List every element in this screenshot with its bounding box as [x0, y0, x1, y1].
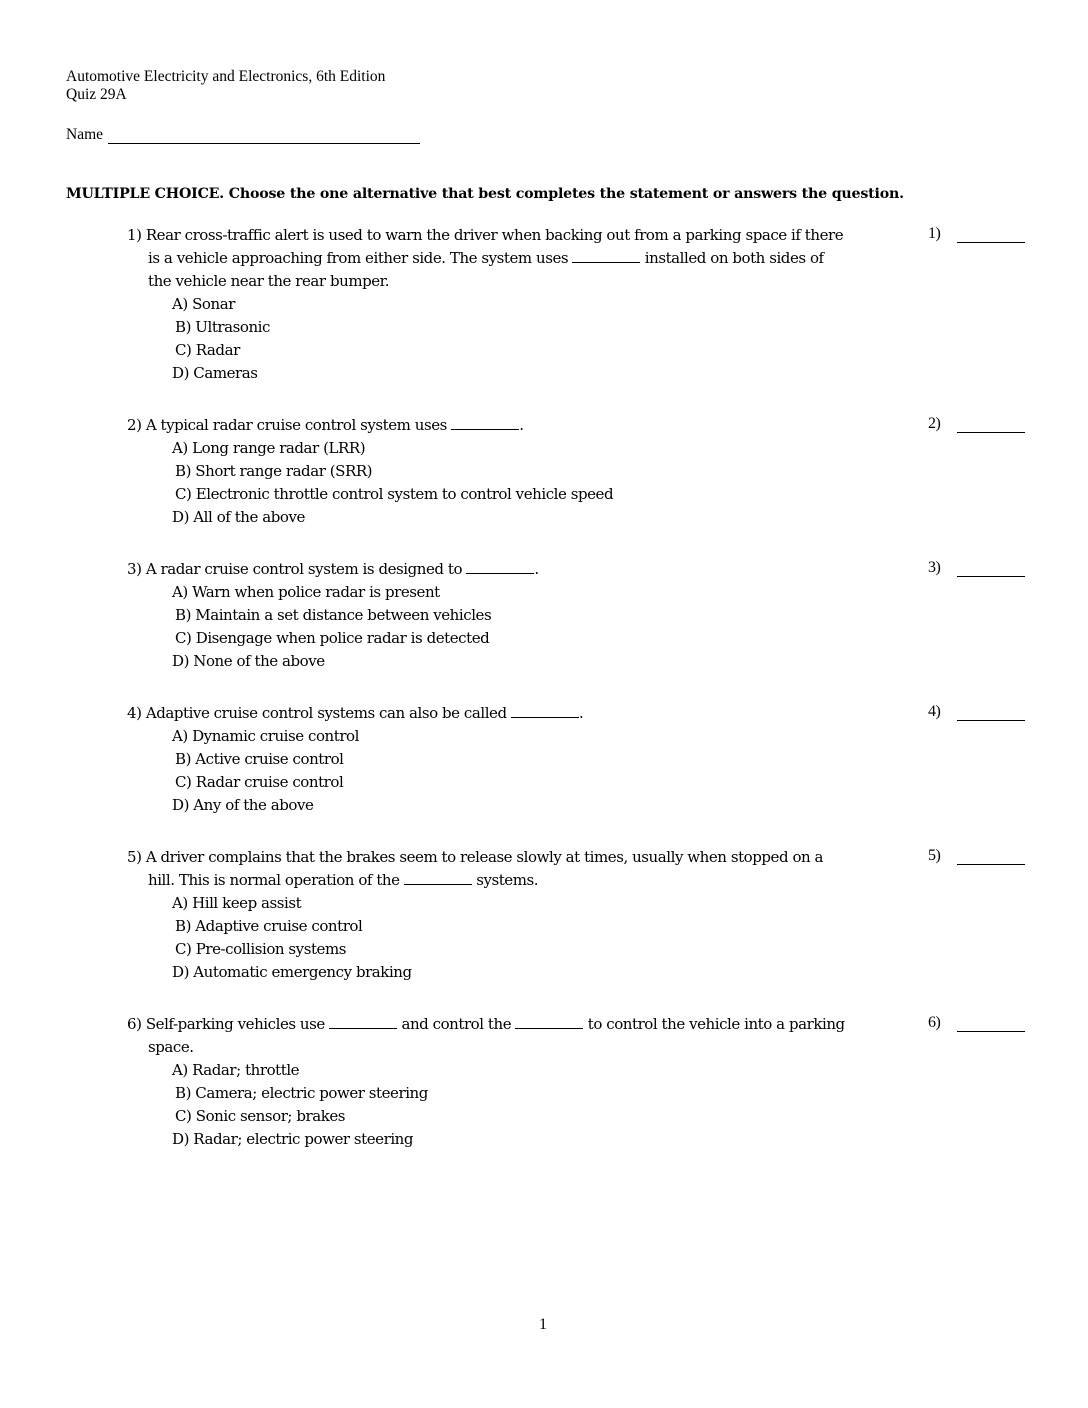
stem-line: [127, 414, 917, 437]
stem-text: 4) Adaptive cruise control systems can also be called: [127, 704, 511, 722]
fill-in-blank: [515, 1016, 583, 1029]
answer-blank[interactable]: [957, 432, 1025, 433]
stem-line: [127, 702, 917, 725]
stem-text: .: [519, 416, 524, 434]
stem-line: [127, 558, 917, 581]
stem-text: 3) A radar cruise control system is designed to: [127, 560, 467, 578]
answer-option[interactable]: D) Radar; electric power steering: [172, 1130, 414, 1148]
quiz-title: Quiz 29A: [66, 86, 127, 103]
answer-option[interactable]: A) Long range radar (LRR): [172, 439, 366, 457]
answer-number: 4): [928, 703, 941, 720]
stem-text: .: [578, 704, 584, 722]
answer-option[interactable]: D) Cameras: [172, 364, 258, 382]
stem-text: hill. This is normal operation of the: [148, 871, 404, 889]
answer-option[interactable]: B) Camera; electric power steering: [175, 1084, 428, 1102]
answer-option[interactable]: C) Pre-collision systems: [175, 940, 346, 958]
book-title: Automotive Electricity and Electronics, 6th Edition: [66, 68, 386, 85]
stem-line: [127, 270, 917, 293]
stem-text: to control the vehicle into a parking: [583, 1015, 845, 1033]
instructions: MULTIPLE CHOICE. Choose the one alternative that best completes the statement or answers the question.: [66, 186, 904, 202]
fill-in-blank: [466, 561, 534, 574]
question-stem: [127, 1013, 917, 1059]
answer-option[interactable]: B) Adaptive cruise control: [175, 917, 363, 935]
stem-line: [127, 247, 917, 270]
answer-option[interactable]: A) Hill keep assist: [172, 894, 302, 912]
answer-option[interactable]: D) Automatic emergency braking: [172, 963, 412, 981]
stem-line: [127, 869, 917, 892]
stem-line: [127, 1036, 917, 1059]
answer-option[interactable]: D) Any of the above: [172, 796, 314, 814]
question-stem: [127, 414, 917, 437]
answer-blank[interactable]: [957, 864, 1025, 865]
answer-blank[interactable]: [957, 576, 1025, 577]
answer-option[interactable]: C) Sonic sensor; brakes: [175, 1107, 346, 1125]
answer-option[interactable]: C) Radar: [175, 341, 240, 359]
stem-text: 5) A driver complains that the brakes seem to release slowly at times, usually when stopped on a: [127, 848, 824, 866]
answer-option[interactable]: C) Electronic throttle control system to control vehicle speed: [175, 485, 614, 503]
answer-number: 3): [928, 559, 941, 576]
stem-text: space.: [148, 1038, 194, 1056]
answer-option[interactable]: B) Ultrasonic: [175, 318, 270, 336]
answer-blank[interactable]: [957, 720, 1025, 721]
stem-line: [127, 1013, 917, 1036]
answer-option[interactable]: C) Disengage when police radar is detected: [175, 629, 490, 647]
answer-option[interactable]: A) Sonar: [172, 295, 235, 313]
answer-blank[interactable]: [957, 1031, 1025, 1032]
stem-text: and control the: [397, 1015, 516, 1033]
stem-text: 2) A typical radar cruise control system uses: [127, 416, 452, 434]
answer-option[interactable]: A) Dynamic cruise control: [172, 727, 359, 745]
answer-option[interactable]: B) Short range radar (SRR): [175, 462, 373, 480]
answer-option[interactable]: A) Warn when police radar is present: [172, 583, 440, 601]
answer-option[interactable]: D) None of the above: [172, 652, 325, 670]
answer-number: 1): [928, 225, 941, 242]
stem-text: installed on both sides of: [640, 249, 824, 267]
stem-text: the vehicle near the rear bumper.: [148, 272, 390, 290]
answer-option[interactable]: A) Radar; throttle: [172, 1061, 300, 1079]
fill-in-blank: [451, 417, 519, 430]
fill-in-blank: [404, 872, 472, 885]
answer-blank[interactable]: [957, 242, 1025, 243]
stem-line: [127, 846, 917, 869]
question-stem: [127, 702, 917, 725]
answer-option[interactable]: B) Active cruise control: [175, 750, 344, 768]
name-label: Name: [66, 126, 104, 143]
question-stem: [127, 846, 917, 892]
stem-text: .: [534, 560, 539, 578]
answer-number: 5): [928, 847, 941, 864]
fill-in-blank: [511, 705, 579, 718]
answer-option[interactable]: C) Radar cruise control: [175, 773, 344, 791]
question-stem: [127, 558, 917, 581]
stem-line: [127, 224, 917, 247]
name-field[interactable]: [108, 143, 420, 144]
answer-number: 6): [928, 1014, 941, 1031]
stem-text: systems.: [471, 871, 539, 889]
question-stem: [127, 224, 917, 293]
answer-number: 2): [928, 415, 941, 432]
page-number: 1: [539, 1316, 547, 1333]
stem-text: is a vehicle approaching from either side. The system uses: [148, 249, 573, 267]
fill-in-blank: [329, 1016, 397, 1029]
fill-in-blank: [572, 250, 640, 263]
stem-text: 1) Rear cross-traffic alert is used to warn the driver when backing out from a parking space if there: [127, 226, 844, 244]
answer-option[interactable]: B) Maintain a set distance between vehicles: [175, 606, 492, 624]
answer-option[interactable]: D) All of the above: [172, 508, 305, 526]
stem-text: 6) Self-parking vehicles use: [127, 1015, 330, 1033]
